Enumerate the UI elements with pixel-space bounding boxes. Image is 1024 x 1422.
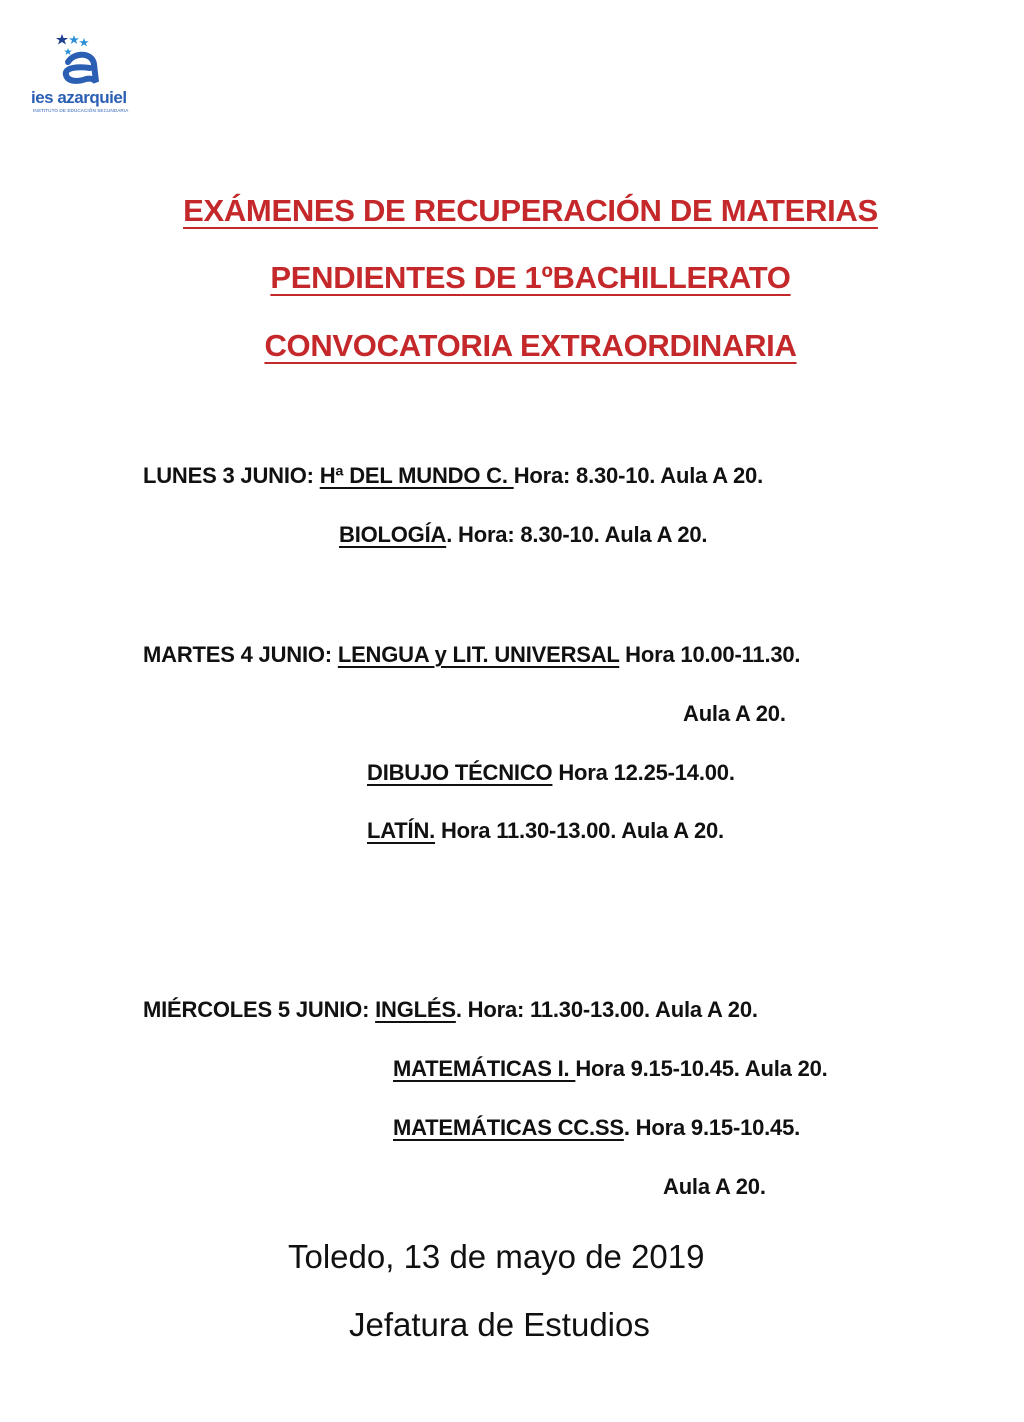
- school-logo: [28, 32, 148, 118]
- title-line-1-text: EXÁMENES DE RECUPERACIÓN DE MATERIAS: [183, 193, 878, 228]
- exam-details: Hora 12.25-14.00.: [552, 760, 735, 785]
- day-label-martes: MARTES 4 JUNIO:: [143, 642, 338, 667]
- exam-row-miercoles-3: [393, 1115, 800, 1141]
- exam-details: . Hora 9.15-10.45.: [623, 1115, 801, 1140]
- exam-row-lunes-2: [339, 522, 707, 548]
- exam-details-continuation: Aula A 20.: [683, 701, 786, 726]
- exam-details: Hora 10.00-11.30.: [619, 642, 801, 667]
- place-date: Toledo, 13 de mayo de 2019: [288, 1238, 705, 1275]
- logo-subtitle: INSTITUTO DE EDUCACIÓN SECUNDARIA: [33, 108, 129, 113]
- title-line-3: [0, 328, 1024, 364]
- title-line-3-text: CONVOCATORIA EXTRAORDINARIA: [264, 328, 797, 363]
- exam-details: . Hora: 8.30-10. Aula A 20.: [446, 522, 708, 547]
- exam-details: Hora 9.15-10.45. Aula 20.: [575, 1056, 828, 1081]
- exam-row-miercoles-3-cont: [663, 1174, 766, 1200]
- title-line-2-text: PENDIENTES DE 1ºBACHILLERATO: [270, 260, 791, 295]
- day-label-miercoles: MIÉRCOLES 5 JUNIO:: [143, 997, 376, 1022]
- exam-row-miercoles-2: [393, 1056, 828, 1082]
- exam-row-martes-3: [367, 818, 724, 844]
- subject-biologia: BIOLOGÍA: [339, 522, 447, 547]
- day-label-lunes: LUNES 3 JUNIO:: [143, 463, 320, 488]
- exam-details: Hora: 8.30-10. Aula A 20.: [513, 463, 764, 488]
- subject-matematicas-i: MATEMÁTICAS I.: [393, 1056, 576, 1081]
- subject-latin: LATÍN.: [367, 818, 436, 843]
- exam-row-lunes-1: [143, 463, 763, 489]
- exam-row-miercoles-1: [143, 997, 758, 1023]
- logo-mark-icon: [28, 32, 148, 92]
- exam-details: . Hora: 11.30-13.00. Aula A 20.: [455, 997, 758, 1022]
- subject-dibujo: DIBUJO TÉCNICO: [367, 760, 553, 785]
- subject-historia: Hª DEL MUNDO C.: [319, 463, 514, 488]
- logo-name: ies azarquiel: [31, 88, 127, 107]
- exam-row-martes-2: [367, 760, 735, 786]
- exam-row-martes-1: [143, 642, 800, 668]
- subject-ingles: INGLÉS: [375, 997, 456, 1022]
- exam-details-continuation: Aula A 20.: [663, 1174, 766, 1199]
- exam-row-martes-1-cont: [683, 701, 786, 727]
- exam-details: Hora 11.30-13.00. Aula A 20.: [435, 818, 724, 843]
- signature: Jefatura de Estudios: [349, 1306, 650, 1343]
- title-line-2: [0, 260, 1024, 296]
- title-line-1: [0, 193, 1024, 229]
- subject-lengua: LENGUA y LIT. UNIVERSAL: [337, 642, 620, 667]
- subject-matematicas-ccss: MATEMÁTICAS CC.SS: [393, 1115, 624, 1140]
